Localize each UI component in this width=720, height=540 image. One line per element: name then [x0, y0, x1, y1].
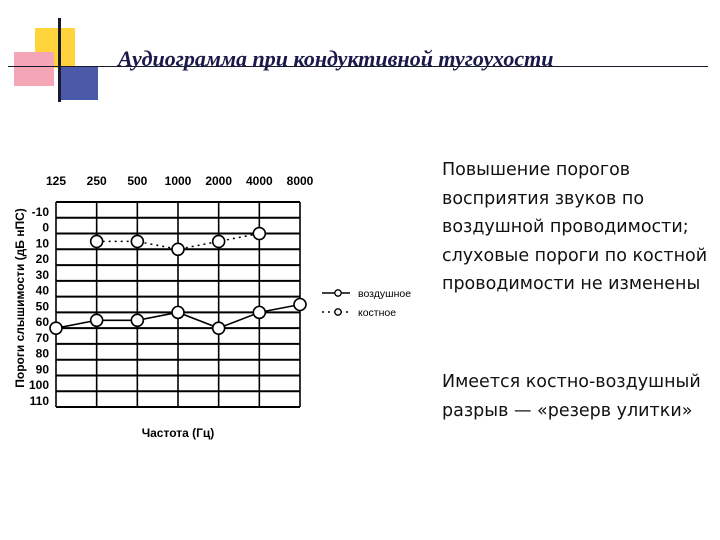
y-tick-label: 10 [35, 236, 49, 251]
y-tick-label: 90 [35, 362, 49, 377]
y-tick-label: 40 [35, 283, 49, 298]
data-point-marker [50, 322, 62, 334]
legend-label: костное [358, 307, 397, 319]
y-tick-label: 20 [35, 252, 49, 267]
data-point-marker [172, 243, 184, 255]
data-point-marker [91, 235, 103, 247]
data-point-marker [172, 306, 184, 318]
data-point-marker [294, 299, 306, 311]
data-point-marker [131, 314, 143, 326]
x-tick-label: 250 [86, 174, 107, 188]
data-point-marker [131, 235, 143, 247]
y-axis-label: Пороги слышимости (дБ нПС) [13, 208, 27, 388]
y-tick-label: 0 [42, 220, 49, 235]
y-tick-label: 50 [35, 299, 49, 314]
x-axis-label: Частота (Гц) [141, 426, 215, 440]
x-tick-label: 500 [127, 174, 148, 188]
y-tick-label: 100 [28, 378, 49, 393]
x-tick-label: 4000 [245, 174, 273, 188]
y-tick-label: 80 [35, 346, 49, 361]
y-tick-label: 30 [35, 267, 49, 282]
legend-marker [335, 309, 341, 315]
y-tick-label: -10 [31, 204, 49, 219]
x-tick-label: 2000 [205, 174, 233, 188]
y-tick-label: 60 [35, 315, 49, 330]
legend-marker [335, 290, 341, 296]
bullet-text-2: Имеется костно-воздушный разрыв — «резерв улитки» [442, 372, 701, 421]
x-tick-label: 125 [45, 174, 67, 188]
legend-label: воздушное [358, 288, 412, 300]
data-point-marker [213, 235, 225, 247]
x-tick-label: 8000 [286, 174, 314, 188]
y-tick-label: 110 [29, 394, 49, 408]
y-tick-label: 70 [35, 330, 49, 345]
x-tick-label: 1000 [164, 174, 192, 188]
data-point-marker [91, 314, 103, 326]
slide-title: Аудиограмма при кондуктивной тугоухости [118, 46, 554, 71]
data-point-marker [253, 306, 265, 318]
bullet-text-1: Повышение порогов восприятия звуков по воздушной проводимости; слуховые пороги по костной проводимости не изменены [442, 160, 708, 294]
data-point-marker [253, 228, 265, 240]
data-point-marker [213, 322, 225, 334]
